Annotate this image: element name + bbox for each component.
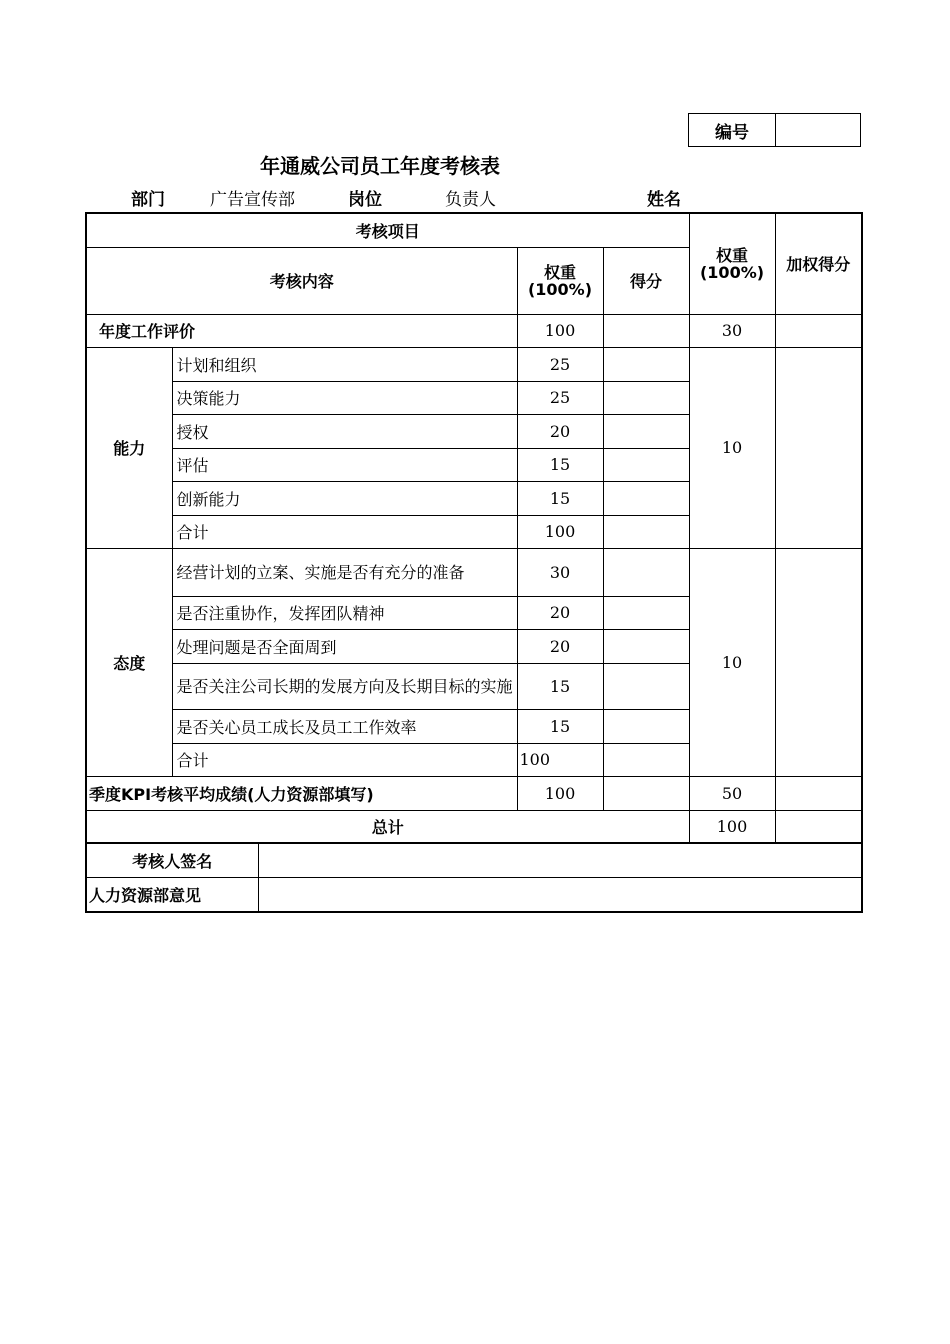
attitude-item: 处理问题是否全面周到 bbox=[172, 629, 517, 663]
annual-weighted-score[interactable] bbox=[775, 314, 862, 347]
annual-outer-weight: 30 bbox=[689, 314, 775, 347]
ability-label: 能力 bbox=[86, 347, 172, 548]
weighted-score-header: 加权得分 bbox=[775, 213, 862, 314]
attitude-subtotal-label: 合计 bbox=[172, 743, 517, 776]
kpi-row bbox=[86, 776, 862, 810]
total-label: 总计 bbox=[86, 810, 689, 843]
kpi-label: 季度KPI考核平均成绩(人力资源部填写) bbox=[86, 776, 517, 810]
hr-opinion-row bbox=[86, 878, 862, 913]
ability-score[interactable] bbox=[603, 481, 689, 515]
attitude-score[interactable] bbox=[603, 709, 689, 743]
attitude-score[interactable] bbox=[603, 629, 689, 663]
ability-weight: 25 bbox=[517, 347, 603, 381]
ability-score[interactable] bbox=[603, 381, 689, 414]
ability-score[interactable] bbox=[603, 448, 689, 481]
attitude-item: 是否注重协作，发挥团队精神 bbox=[172, 596, 517, 629]
post-value: 负责人 bbox=[445, 190, 496, 210]
annual-row bbox=[86, 314, 862, 347]
reviewer-signature-row bbox=[86, 844, 862, 878]
hr-opinion-label: 人力资源部意见 bbox=[86, 878, 258, 913]
ability-weight: 15 bbox=[517, 448, 603, 481]
weight-header-pct: (100%) bbox=[527, 279, 593, 299]
kpi-outer-weight: 50 bbox=[689, 776, 775, 810]
ability-weight: 15 bbox=[517, 481, 603, 515]
ability-weighted-score[interactable] bbox=[775, 347, 862, 548]
outer-weight-header bbox=[689, 213, 775, 314]
ability-score[interactable] bbox=[603, 347, 689, 381]
ability-outer-weight: 10 bbox=[689, 347, 775, 548]
serial-number-value[interactable] bbox=[776, 114, 860, 146]
attitude-subtotal-score[interactable] bbox=[603, 743, 689, 776]
attitude-weight: 15 bbox=[517, 663, 603, 709]
attitude-weight: 20 bbox=[517, 596, 603, 629]
ability-item: 计划和组织 bbox=[172, 347, 517, 381]
attitude-subtotal-weight: 100 bbox=[517, 743, 603, 776]
attitude-score[interactable] bbox=[603, 663, 689, 709]
ability-item: 决策能力 bbox=[172, 381, 517, 414]
assessment-table bbox=[85, 212, 863, 844]
reviewer-signature-field[interactable] bbox=[258, 844, 862, 878]
page-title: 年通威公司员工年度考核表 bbox=[260, 154, 500, 178]
serial-number-label: 编号 bbox=[689, 114, 776, 146]
item-header: 考核项目 bbox=[86, 213, 689, 247]
ability-row bbox=[86, 347, 862, 381]
total-outer-weight: 100 bbox=[689, 810, 775, 843]
attitude-score[interactable] bbox=[603, 548, 689, 596]
outer-weight-header-text: 权重 bbox=[716, 245, 749, 265]
dept-value: 广告宣传部 bbox=[210, 190, 295, 210]
reviewer-signature-label: 考核人签名 bbox=[86, 844, 258, 878]
annual-score[interactable] bbox=[603, 314, 689, 347]
ability-score[interactable] bbox=[603, 414, 689, 448]
attitude-score[interactable] bbox=[603, 596, 689, 629]
attitude-weighted-score[interactable] bbox=[775, 548, 862, 776]
ability-weight: 20 bbox=[517, 414, 603, 448]
ability-weight: 25 bbox=[517, 381, 603, 414]
ability-item: 评估 bbox=[172, 448, 517, 481]
ability-subtotal-score[interactable] bbox=[603, 515, 689, 548]
dept-label: 部门 bbox=[131, 190, 165, 210]
attitude-label: 态度 bbox=[86, 548, 172, 776]
attitude-item: 经营计划的立案、实施是否有充分的准备 bbox=[172, 548, 517, 596]
kpi-weighted-score[interactable] bbox=[775, 776, 862, 810]
ability-subtotal-weight: 100 bbox=[517, 515, 603, 548]
total-row bbox=[86, 810, 862, 843]
hr-opinion-field[interactable] bbox=[258, 878, 862, 913]
header-row-1 bbox=[86, 213, 862, 247]
attitude-weight: 15 bbox=[517, 709, 603, 743]
score-header: 得分 bbox=[603, 247, 689, 314]
kpi-weight: 100 bbox=[517, 776, 603, 810]
attitude-item: 是否关注公司长期的发展方向及长期目标的实施 bbox=[172, 663, 517, 709]
name-label: 姓名 bbox=[647, 190, 681, 210]
annual-label: 年度工作评价 bbox=[86, 314, 517, 347]
weight-header bbox=[517, 247, 603, 314]
kpi-score[interactable] bbox=[603, 776, 689, 810]
ability-item: 授权 bbox=[172, 414, 517, 448]
content-header: 考核内容 bbox=[86, 247, 517, 314]
annual-weight: 100 bbox=[517, 314, 603, 347]
outer-weight-header-pct: (100%) bbox=[699, 262, 765, 282]
signature-table bbox=[85, 843, 863, 913]
ability-subtotal-label: 合计 bbox=[172, 515, 517, 548]
attitude-weight: 30 bbox=[517, 548, 603, 596]
post-label: 岗位 bbox=[348, 190, 382, 210]
attitude-weight: 20 bbox=[517, 629, 603, 663]
attitude-outer-weight: 10 bbox=[689, 548, 775, 776]
total-weighted-score[interactable] bbox=[775, 810, 862, 843]
weight-header-text: 权重 bbox=[543, 262, 576, 282]
attitude-row bbox=[86, 548, 862, 596]
serial-number-box bbox=[688, 113, 861, 147]
ability-item: 创新能力 bbox=[172, 481, 517, 515]
attitude-item: 是否关心员工成长及员工工作效率 bbox=[172, 709, 517, 743]
